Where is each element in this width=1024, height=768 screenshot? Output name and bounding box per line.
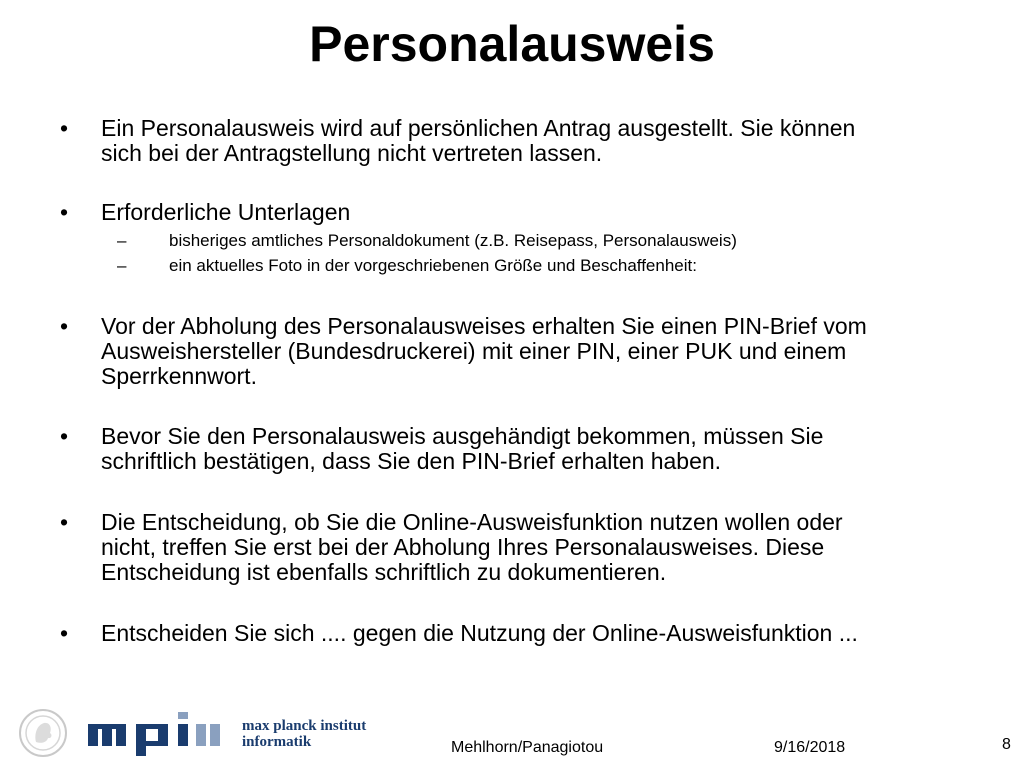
page-title: Personalausweis <box>309 16 715 72</box>
page-number: 8 <box>1002 736 1011 753</box>
bullet-text: Die Entscheidung, ob Sie die Online-Ausweisfunktion nutzen wollen oder nicht, treffen Sie erst bei der Abholung Ihres Personalausweises. Diese Entscheidung ist ebenfalls schriftlich zu dokumentieren. <box>101 509 843 585</box>
sub-item-marker: – <box>117 231 127 250</box>
bullet-marker: • <box>60 313 69 339</box>
bullet-marker: • <box>60 199 69 225</box>
footer-author: Mehlhorn/Panagiotou <box>451 739 604 756</box>
sub-item-text: bisheriges amtliches Personaldokument (z.B. Reisepass, Personalausweis) <box>169 231 737 250</box>
footer-date: 9/16/2018 <box>774 739 846 756</box>
bullet-marker: • <box>60 423 69 449</box>
bullet-text: Ein Personalausweis wird auf persönlichen Antrag ausgestellt. Sie können sich bei der Antragstellung nicht vertreten lassen. <box>101 115 856 166</box>
bullet-text: Entscheiden Sie sich .... gegen die Nutzung der Online-Ausweisfunktion ... <box>101 620 858 646</box>
bullet-marker: • <box>60 620 69 646</box>
bullet-marker: • <box>60 509 69 535</box>
institute-name <box>242 718 366 750</box>
sub-item-text: ein aktuelles Foto in der vorgeschriebenen Größe und Beschaffenheit: <box>169 256 697 275</box>
sub-item-marker: – <box>117 256 127 275</box>
mpi-logo-icon <box>88 712 238 756</box>
max-planck-seal-icon <box>18 708 68 758</box>
bullet-text: Bevor Sie den Personalausweis ausgehändigt bekommen, müssen Sie schriftlich bestätigen, dass Sie den PIN-Brief erhalten haben. <box>101 423 824 474</box>
bullet-marker: • <box>60 115 69 141</box>
bullet-text: Vor der Abholung des Personalausweises erhalten Sie einen PIN-Brief vom Ausweishersteller (Bundesdruckerei) mit einer PIN, einer PUK und einem Sperrkennwort. <box>101 313 867 389</box>
institute-line-2: informatik <box>242 734 312 750</box>
bullet-text: Erforderliche Unterlagen <box>101 199 351 225</box>
institute-line-1: max planck institut <box>242 718 367 734</box>
